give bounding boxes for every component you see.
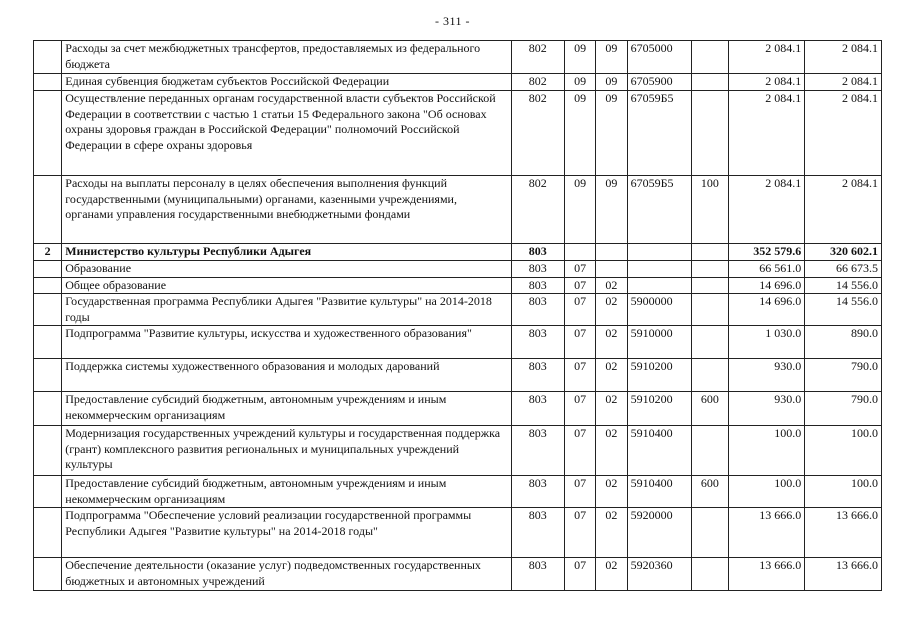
target-article-code <box>627 261 692 278</box>
amount-year-2: 2 084.1 <box>805 41 882 74</box>
expense-type-code <box>692 91 728 176</box>
amount-year-1: 14 696.0 <box>728 277 805 294</box>
item-name: Государственная программа Республики Адыгея "Развитие культуры" на 2014-2018 годы <box>62 294 511 326</box>
section-code: 07 <box>565 261 596 278</box>
budget-table <box>33 40 882 591</box>
amount-year-2: 790.0 <box>805 392 882 426</box>
item-name: Расходы на выплаты персоналу в целях обеспечения выполнения функций государственными (муниципальными) органами, казенными учреждениями, органами управления государственными внебюджетными фондами <box>62 176 511 244</box>
subsection-code: 09 <box>596 176 627 244</box>
row-number <box>34 261 62 278</box>
item-name: Министерство культуры Республики Адыгея <box>62 244 511 261</box>
section-code: 09 <box>565 74 596 91</box>
amount-year-2: 14 556.0 <box>805 294 882 326</box>
subsection-code: 02 <box>596 426 627 476</box>
target-article-code: 5920360 <box>627 558 692 591</box>
ministry-code: 803 <box>511 476 565 508</box>
amount-year-1: 13 666.0 <box>728 558 805 591</box>
subsection-code: 02 <box>596 277 627 294</box>
target-article-code: 5910200 <box>627 392 692 426</box>
page-number: - 311 - <box>434 14 471 28</box>
section-code: 07 <box>565 359 596 392</box>
amount-year-2: 14 556.0 <box>805 277 882 294</box>
section-code <box>565 244 596 261</box>
amount-year-1: 1 030.0 <box>728 326 805 359</box>
item-name: Предоставление субсидий бюджетным, автономным учреждениям и иным некоммерческим организациям <box>62 392 511 426</box>
target-article-code: 5910200 <box>627 359 692 392</box>
table-row <box>34 294 882 326</box>
subsection-code: 02 <box>596 392 627 426</box>
table-row <box>34 244 882 261</box>
subsection-code: 02 <box>596 359 627 392</box>
expense-type-code <box>692 277 728 294</box>
expense-type-code <box>692 244 728 261</box>
item-name: Единая субвенция бюджетам субъектов Российской Федерации <box>62 74 511 91</box>
subsection-code: 02 <box>596 294 627 326</box>
ministry-code: 803 <box>511 326 565 359</box>
subsection-code: 02 <box>596 476 627 508</box>
row-number: 2 <box>34 244 62 261</box>
expense-type-code <box>692 74 728 91</box>
item-name: Подпрограмма "Развитие культуры, искусства и художественного образования" <box>62 326 511 359</box>
amount-year-1: 13 666.0 <box>728 508 805 558</box>
ministry-code: 803 <box>511 558 565 591</box>
row-number <box>34 558 62 591</box>
row-number <box>34 41 62 74</box>
expense-type-code <box>692 326 728 359</box>
subsection-code: 09 <box>596 74 627 91</box>
amount-year-2: 790.0 <box>805 359 882 392</box>
item-name: Подпрограмма "Обеспечение условий реализации государственной программы Республики Адыгея "Развитие культуры" на 2014-2018 годы" <box>62 508 511 558</box>
amount-year-2: 2 084.1 <box>805 176 882 244</box>
amount-year-1: 100.0 <box>728 426 805 476</box>
amount-year-1: 14 696.0 <box>728 294 805 326</box>
section-code: 07 <box>565 476 596 508</box>
section-code: 07 <box>565 558 596 591</box>
target-article-code <box>627 244 692 261</box>
ministry-code: 803 <box>511 392 565 426</box>
target-article-code: 67059Б5 <box>627 176 692 244</box>
table-row <box>34 91 882 176</box>
row-number <box>34 359 62 392</box>
target-article-code: 5900000 <box>627 294 692 326</box>
item-name: Предоставление субсидий бюджетным, автономным учреждениям и иным некоммерческим организациям <box>62 476 511 508</box>
item-name: Модернизация государственных учреждений культуры и государственная поддержка (грант) комплексного развития региональных и муниципальных учреждений культуры <box>62 426 511 476</box>
amount-year-1: 66 561.0 <box>728 261 805 278</box>
amount-year-2: 66 673.5 <box>805 261 882 278</box>
ministry-code: 803 <box>511 359 565 392</box>
row-number <box>34 277 62 294</box>
expense-type-code <box>692 294 728 326</box>
target-article-code: 6705000 <box>627 41 692 74</box>
ministry-code: 803 <box>511 508 565 558</box>
subsection-code: 09 <box>596 91 627 176</box>
subsection-code: 02 <box>596 326 627 359</box>
expense-type-code: 600 <box>692 392 728 426</box>
target-article-code: 6705900 <box>627 74 692 91</box>
amount-year-1: 2 084.1 <box>728 91 805 176</box>
amount-year-1: 100.0 <box>728 476 805 508</box>
subsection-code <box>596 261 627 278</box>
row-number <box>34 508 62 558</box>
table-row <box>34 359 882 392</box>
subsection-code: 02 <box>596 508 627 558</box>
item-name: Расходы за счет межбюджетных трансфертов, предоставляемых из федерального бюджета <box>62 41 511 74</box>
amount-year-1: 2 084.1 <box>728 176 805 244</box>
table-row <box>34 392 882 426</box>
amount-year-1: 930.0 <box>728 392 805 426</box>
expense-type-code <box>692 261 728 278</box>
table-row <box>34 508 882 558</box>
amount-year-2: 2 084.1 <box>805 74 882 91</box>
row-number <box>34 426 62 476</box>
amount-year-1: 930.0 <box>728 359 805 392</box>
item-name: Обеспечение деятельности (оказание услуг) подведомственных государственных бюджетных и автономных учреждений <box>62 558 511 591</box>
subsection-code: 02 <box>596 558 627 591</box>
expense-type-code: 100 <box>692 176 728 244</box>
section-code: 09 <box>565 176 596 244</box>
ministry-code: 802 <box>511 74 565 91</box>
section-code: 07 <box>565 508 596 558</box>
item-name: Поддержка системы художественного образования и молодых дарований <box>62 359 511 392</box>
amount-year-2: 13 666.0 <box>805 558 882 591</box>
target-article-code: 5910000 <box>627 326 692 359</box>
amount-year-2: 13 666.0 <box>805 508 882 558</box>
subsection-code <box>596 244 627 261</box>
row-number <box>34 74 62 91</box>
amount-year-1: 352 579.6 <box>728 244 805 261</box>
ministry-code: 803 <box>511 261 565 278</box>
amount-year-2: 100.0 <box>805 426 882 476</box>
row-number <box>34 392 62 426</box>
amount-year-2: 100.0 <box>805 476 882 508</box>
ministry-code: 802 <box>511 41 565 74</box>
table-row <box>34 261 882 278</box>
ministry-code: 803 <box>511 244 565 261</box>
section-code: 07 <box>565 294 596 326</box>
subsection-code: 09 <box>596 41 627 74</box>
table-row <box>34 558 882 591</box>
target-article-code: 67059Б5 <box>627 91 692 176</box>
target-article-code: 5910400 <box>627 426 692 476</box>
ministry-code: 803 <box>511 277 565 294</box>
table-row <box>34 426 882 476</box>
section-code: 07 <box>565 426 596 476</box>
row-number <box>34 294 62 326</box>
item-name: Образование <box>62 261 511 278</box>
table-row <box>34 277 882 294</box>
row-number <box>34 326 62 359</box>
target-article-code: 5920000 <box>627 508 692 558</box>
expense-type-code <box>692 558 728 591</box>
table-row <box>34 176 882 244</box>
amount-year-1: 2 084.1 <box>728 41 805 74</box>
section-code: 07 <box>565 392 596 426</box>
ministry-code: 803 <box>511 426 565 476</box>
table-row <box>34 476 882 508</box>
item-name: Общее образование <box>62 277 511 294</box>
ministry-code: 802 <box>511 91 565 176</box>
item-name: Осуществление переданных органам государственной власти субъектов Российской Федерации в соответствии с частью 1 статьи 15 Федерального закона "Об основах охраны здоровья граждан в Российской Федерации" полномочий Российской Федерации в сфере охраны здоровья <box>62 91 511 176</box>
expense-type-code <box>692 426 728 476</box>
section-code: 07 <box>565 277 596 294</box>
amount-year-1: 2 084.1 <box>728 74 805 91</box>
table-row <box>34 74 882 91</box>
row-number <box>34 176 62 244</box>
table-row <box>34 326 882 359</box>
expense-type-code <box>692 359 728 392</box>
ministry-code: 803 <box>511 294 565 326</box>
row-number <box>34 91 62 176</box>
amount-year-2: 2 084.1 <box>805 91 882 176</box>
expense-type-code <box>692 508 728 558</box>
section-code: 09 <box>565 41 596 74</box>
ministry-code: 802 <box>511 176 565 244</box>
section-code: 09 <box>565 91 596 176</box>
target-article-code <box>627 277 692 294</box>
amount-year-2: 890.0 <box>805 326 882 359</box>
amount-year-2: 320 602.1 <box>805 244 882 261</box>
row-number <box>34 476 62 508</box>
expense-type-code <box>692 41 728 74</box>
section-code: 07 <box>565 326 596 359</box>
target-article-code: 5910400 <box>627 476 692 508</box>
table-row <box>34 41 882 74</box>
expense-type-code: 600 <box>692 476 728 508</box>
